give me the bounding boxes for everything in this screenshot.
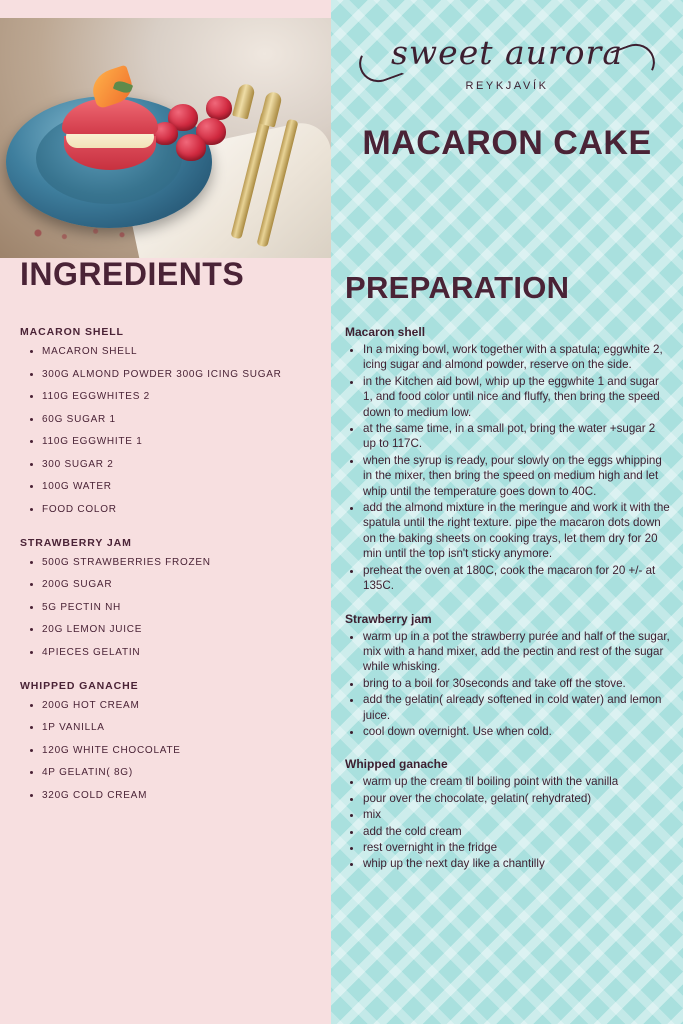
list-item: • 500G STRAWBERRIES FROZEN bbox=[42, 557, 316, 568]
list-item: • warm up the cream til boiling point with the vanilla bbox=[363, 774, 671, 789]
preparation-sections bbox=[345, 325, 671, 890]
list-item: • 5G PECTIN NH bbox=[42, 602, 316, 613]
list-item: • 110G EGGWHITE 1 bbox=[42, 436, 316, 447]
list-item: • mix bbox=[363, 807, 671, 822]
ingredient-group bbox=[20, 326, 316, 515]
list-item: • 200G HOT CREAM bbox=[42, 700, 316, 711]
preparation-section-title: Macaron shell bbox=[345, 325, 426, 339]
list-item: • 1P VANILLA bbox=[42, 722, 316, 733]
list-item: • when the syrup is ready, pour slowly on the eggs whipping in the mixer, then bring the speed on medium high and let whip until the temperature goes down to 40C. bbox=[363, 453, 671, 499]
list-item: • 20G LEMON JUICE bbox=[42, 624, 316, 635]
list-item: • pour over the chocolate, gelatin( rehydrated) bbox=[363, 791, 671, 806]
preparation-steps bbox=[345, 774, 671, 871]
list-item: • 320G COLD CREAM bbox=[42, 790, 316, 801]
list-item: • 4PIECES GELATIN bbox=[42, 647, 316, 658]
list-item: • 300 SUGAR 2 bbox=[42, 459, 316, 470]
preparation-section-title: Strawberry jam bbox=[345, 611, 432, 626]
preparation-section-title: Whipped ganache bbox=[345, 757, 448, 772]
list-item: • warm up in a pot the strawberry purée and half of the sugar, mix with a hand mixer, add the pectin and rest of the sugar while whisking. bbox=[363, 629, 671, 675]
list-item: • 110G EGGWHITES 2 bbox=[42, 391, 316, 402]
ingredient-group-title: MACARON SHELL bbox=[20, 326, 124, 338]
list-item: • add the cold cream bbox=[363, 824, 671, 839]
list-item: • 300G ALMOND POWDER 300G ICING SUGAR bbox=[42, 369, 316, 380]
macaron-cake-photo bbox=[0, 18, 331, 258]
brand-location: REYKJAVÍK bbox=[465, 80, 549, 92]
ingredient-group bbox=[20, 680, 316, 801]
list-item: • 100G WATER bbox=[42, 481, 316, 492]
ingredients-title: INGREDIENTS bbox=[20, 256, 245, 292]
list-item: • rest overnight in the fridge bbox=[363, 840, 671, 855]
list-item: • 120G WHITE CHOCOLATE bbox=[42, 745, 316, 756]
ingredient-items bbox=[20, 346, 316, 515]
list-item: • 4P GELATIN( 8G) bbox=[42, 767, 316, 778]
preparation-steps bbox=[345, 629, 671, 740]
preparation-section bbox=[345, 325, 671, 594]
photo-crumbs bbox=[26, 224, 146, 242]
raspberry-icon bbox=[176, 134, 206, 161]
ingredient-items bbox=[20, 557, 316, 658]
list-item: • In a mixing bowl, work together with a spatula; eggwhite 2, icing sugar and almond powder, reserve on the side. bbox=[363, 342, 671, 373]
brand-logo bbox=[331, 33, 683, 92]
list-item: • add the almond mixture in the meringue and work it with the spatula until the right texture. pipe the macaron dots down on the baking sheets on cooking trays, let them dry for 20 min until the top isn't sticky anymore. bbox=[363, 500, 671, 562]
ingredient-group-title: WHIPPED GANACHE bbox=[20, 679, 139, 692]
brand-name: sweet aurora bbox=[390, 33, 623, 72]
list-item: • 60G SUGAR 1 bbox=[42, 414, 316, 425]
list-item: • 200G SUGAR bbox=[42, 579, 316, 590]
preparation-section bbox=[345, 612, 671, 740]
preparation-steps bbox=[345, 342, 671, 594]
preparation-title: PREPARATION bbox=[345, 270, 570, 305]
raspberry-icon bbox=[206, 96, 232, 120]
ingredient-group-title: STRAWBERRY JAM bbox=[20, 536, 132, 549]
ingredients-panel bbox=[0, 0, 331, 1024]
list-item: • bring to a boil for 30seconds and take off the stove. bbox=[363, 676, 671, 691]
ingredient-group bbox=[20, 537, 316, 658]
list-item: • in the Kitchen aid bowl, whip up the eggwhite 1 and sugar 1, and food color until nice and fluffy, then bring the speed down to medium low. bbox=[363, 374, 671, 420]
preparation-panel bbox=[331, 0, 683, 1024]
list-item: • whip up the next day like a chantilly bbox=[363, 856, 671, 871]
list-item: • cool down overnight. Use when cold. bbox=[363, 724, 671, 739]
ingredients-list bbox=[20, 326, 316, 823]
list-item: • FOOD COLOR bbox=[42, 504, 316, 515]
list-item: • add the gelatin( already softened in cold water) and lemon juice. bbox=[363, 692, 671, 723]
list-item: • preheat the oven at 180C, cook the macaron for 20 +/- at 135C. bbox=[363, 563, 671, 594]
list-item: • MACARON SHELL bbox=[42, 346, 316, 357]
page-title: MACARON CAKE bbox=[362, 124, 652, 162]
ingredient-items bbox=[20, 700, 316, 801]
list-item: • at the same time, in a small pot, bring the water +sugar 2 up to 117C. bbox=[363, 421, 671, 452]
preparation-section bbox=[345, 757, 671, 871]
